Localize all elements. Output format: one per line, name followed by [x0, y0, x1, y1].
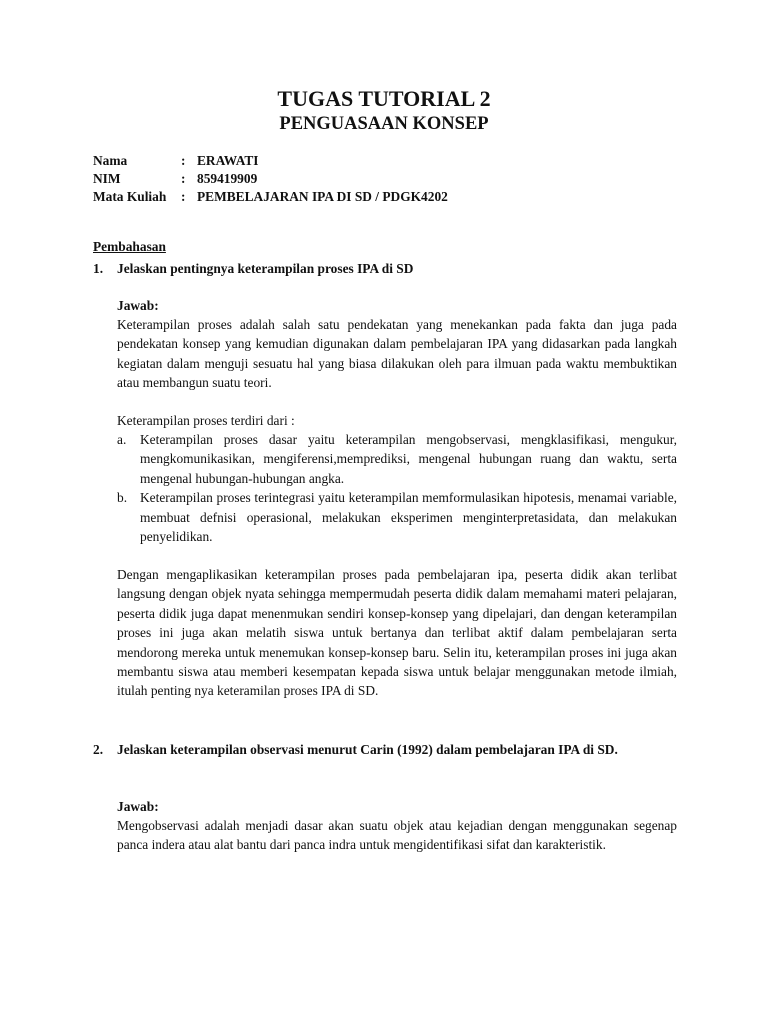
answer-label: Jawab:: [117, 799, 159, 814]
info-row-mata-kuliah: [93, 188, 448, 206]
paragraph-text: Dengan mengaplikasikan keterampilan proses pada pembelajaran ipa, peserta didik akan terlibat langsung dengan objek nyata sehingga mempermudah peserta didik dalam memahami materi pelajaran, peserta didik juga dapat menenmukan sendiri konsep-konsep yang dipelajari, dan dengan keterampilan proses ini juga akan melatih siswa untuk bertanya dan terlibat aktif dalam pembelajaran serta mendorong mereka untuk menemukan konsep-konsep baru. Selin itu, keterampilan proses ini juga akan membantu siswa atau memberi kesempatan kepada siswa untuk belajar menggunakan metode ilmiah, itulah penting nya keteramilan proses IPA di SD.: [117, 567, 677, 699]
question-number: 1.: [93, 261, 104, 276]
question-number: 2.: [93, 742, 104, 757]
info-value: 859419909: [197, 171, 258, 186]
question-text: Jelaskan pentingnya keterampilan proses IPA di SD: [117, 261, 414, 276]
document-title: TUGAS TUTORIAL 2: [277, 86, 491, 111]
info-label: NIM: [93, 171, 121, 186]
info-separator: :: [181, 153, 186, 168]
list-item-text: Keterampilan proses dasar yaitu keterampilan mengobservasi, mengklasifikasi, mengukur, mengkomunikasikan, mengiferensi,memprediksi, mengenal hubungan ruang dan waktu, serta mengenal hubungan-hubungan angka.: [140, 432, 677, 486]
answer-1-paragraph-2: [117, 565, 677, 701]
answer-label: Jawab:: [117, 298, 159, 313]
info-separator: :: [181, 189, 186, 204]
list-marker: a.: [117, 432, 127, 447]
answer-1-paragraph-1: [117, 315, 677, 393]
list-intro: Keterampilan proses terdiri dari :: [117, 413, 295, 428]
info-row-nama: [93, 152, 448, 170]
section-heading: Pembahasan: [93, 239, 166, 254]
document-subtitle: PENGUASAAN KONSEP: [279, 114, 489, 134]
list-item: [117, 488, 677, 546]
question-1: [93, 259, 677, 278]
student-info: [93, 152, 448, 206]
info-value: PEMBELAJARAN IPA DI SD / PDGK4202: [197, 189, 448, 204]
info-label: Nama: [93, 153, 128, 168]
process-skills-list: [117, 430, 677, 546]
info-separator: :: [181, 171, 186, 186]
info-label: Mata Kuliah: [93, 189, 167, 204]
info-row-nim: [93, 170, 448, 188]
list-marker: b.: [117, 490, 128, 506]
question-text: Jelaskan keterampilan observasi menurut Carin (1992) dalam pembelajaran IPA di SD.: [117, 742, 618, 757]
answer-2-paragraph-1: [117, 816, 677, 855]
question-2: [93, 740, 677, 759]
list-item-text: Keterampilan proses terintegrasi yaitu keterampilan memformulasikan hipotesis, menamai variable, membuat defnisi operasional, melakukan eksperimen menginterpretasidata, dan melakukan penyelidikan.: [140, 490, 677, 545]
info-value: ERAWATI: [197, 153, 259, 168]
paragraph-text: Mengobservasi adalah menjadi dasar akan suatu objek atau kejadian dengan menggunakan segenap panca indera atau alat bantu dari panca indra untuk mengidentifikasi sifat dan karakteristik.: [117, 818, 677, 853]
paragraph-text: Keterampilan proses adalah salah satu pendekatan yang menekankan pada fakta dan juga pada pendekatan konsep yang kemudian digunakan dalam pembelajaran IPA yang didasarkan pada langkah kegiatan dalam menguji sesuatu hal yang biasa dilakukan oleh para ilmuan pada waktu membuktikan atau membangun suatu teori.: [117, 317, 677, 391]
list-item: [117, 430, 677, 488]
